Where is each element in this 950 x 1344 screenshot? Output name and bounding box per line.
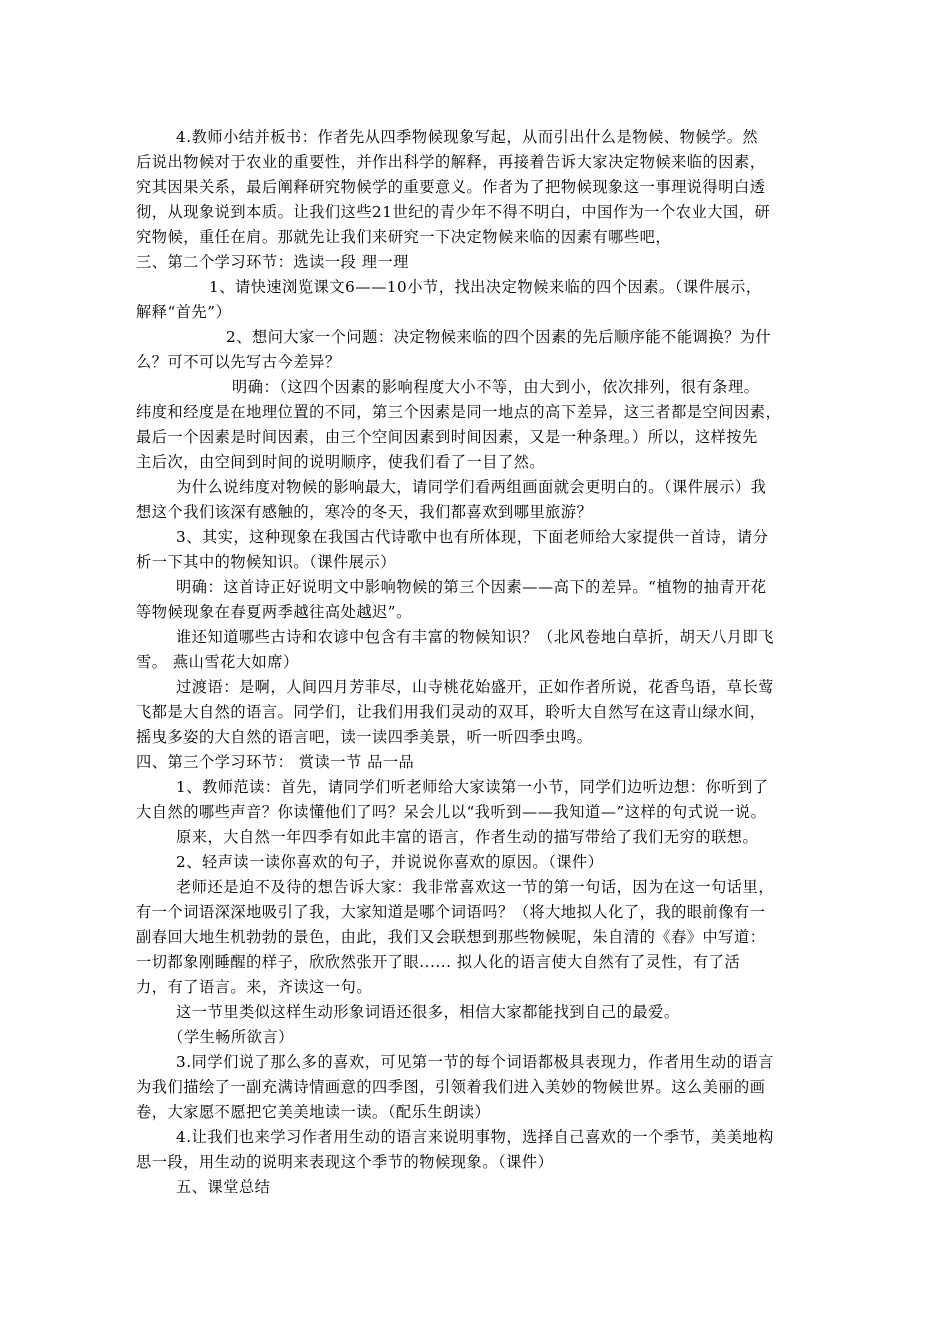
text-line: 过渡语：是啊，人间四月芳菲尽，山寺桃花始盛开，正如作者所说，花香鸟语，草长莺	[176, 678, 775, 696]
text-line: 么？可不可以先写古今差异？	[136, 353, 341, 371]
text-line: 纬度和经度是在地理位置的不同，第三个因素是同一地点的高下差异，这三者都是空间因素，	[136, 403, 782, 421]
text-line: 1、教师范读：首先，请同学们听老师给大家读第一小节，同学们边听边想：你听到了	[176, 778, 769, 796]
text-line: 大自然的哪些声音？你读懂他们了吗？呆会儿以“我听到——我知道—”这样的句式说一说。	[136, 803, 767, 821]
text-line: 雪。 燕山雪花大如席）	[136, 653, 299, 671]
text-line: 究物候，重任在肩。那就先让我们来研究一下决定物候来临的因素有哪些吧，	[136, 228, 672, 246]
text-line: 为我们描绘了一副充满诗情画意的四季图，引领着我们进入美妙的物候世界。这么美丽的画	[136, 1078, 766, 1096]
text-line: 2、想问大家一个问题：决定物候来临的四个因素的先后顺序能不能调换？为什	[226, 328, 772, 346]
text-line: 明确：这首诗正好说明文中影响物候的第三个因素——高下的差异。“植物的抽青开花	[176, 578, 767, 596]
text-line: 原来，大自然一年四季有如此丰富的语言，作者生动的描写带给了我们无穷的联想。	[176, 828, 759, 846]
section-heading: 五、课堂总结	[176, 1178, 271, 1196]
text-line: 4.教师小结并板书：作者先从四季物候现象写起，从而引出什么是物候、物候学。然	[176, 128, 759, 146]
text-line: 彻，从现象说到本质。让我们这些21世纪的青少年不得不明白，中国作为一个农业大国，研	[136, 203, 771, 221]
text-line: 究其因果关系，最后阐释研究物候学的重要意义。作者为了把物候现象这一事理说得明白透	[136, 178, 766, 196]
text-line: 飞都是大自然的语言。同学们，让我们用我们灵动的双耳，聆听大自然写在这青山绿水间，	[136, 703, 766, 721]
text-line: 副春回大地生机勃勃的景色，由此，我们又会联想到那些物候呢，朱自清的《春》中写道：	[136, 928, 766, 946]
text-line: 3.同学们说了那么多的喜欢，可见第一节的每个词语都极具表现力，作者用生动的语言	[176, 1053, 774, 1071]
text-line: 力，有了语言。来，齐读这一句。	[136, 978, 373, 996]
section-heading: 三、第二个学习环节：选读一段 理一理	[136, 253, 409, 271]
text-line: 3、其实，这种现象在我国古代诗歌中也有所体现，下面老师给大家提供一首诗，请分	[176, 528, 769, 546]
text-line: 1、请快速浏览课文6——10小节，找出决定物候来临的四个因素。（课件展示，	[209, 278, 762, 296]
text-line: 想这个我们该深有感触的，寒冷的冬天，我们都喜欢到哪里旅游？	[136, 503, 593, 521]
text-line: 4.让我们也来学习作者用生动的语言来说明事物，选择自己喜欢的一个季节，美美地构	[176, 1128, 774, 1146]
text-line: 析一下其中的物候知识。（课件展示）	[136, 553, 396, 571]
text-line: 为什么说纬度对物候的影响最大，请同学们看两组画面就会更明白的。（课件展示）我	[176, 478, 767, 496]
text-line: 一切都象刚睡醒的样子，欣欣然张开了眼...... 拟人化的语言使大自然有了灵性，有了活	[136, 953, 741, 971]
text-line: 解释“首先”）	[136, 303, 232, 321]
text-line: 等物候现象在春夏两季越往高处越迟”。	[136, 603, 412, 621]
text-line: 后说出物候对于农业的重要性，并作出科学的解释，再接着告诉大家决定物候来临的因素，	[136, 153, 766, 171]
text-line: 卷，大家愿不愿把它美美地读一读。（配乐生朗读）	[136, 1103, 491, 1121]
text-line: 这一节里类似这样生动形象词语还很多，相信大家都能找到自己的最爱。	[176, 1003, 680, 1021]
text-line: 2、轻声读一读你喜欢的句子，并说说你喜欢的原因。（课件）	[176, 853, 604, 871]
text-line: （学生畅所欲言）	[168, 1028, 294, 1046]
text-line: 有一个词语深深地吸引了我，大家知道是哪个词语吗？（将大地拟人化了，我的眼前像有一	[136, 903, 766, 921]
text-line: 主后次，由空间到时间的说明顺序，使我们看了一目了然。	[136, 453, 546, 471]
text-line: 摇曳多姿的大自然的语言吧，读一读四季美景，听一听四季虫鸣。	[136, 728, 593, 746]
text-line: 老师还是迫不及待的想告诉大家：我非常喜欢这一节的第一句话，因为在这一句话里，	[176, 878, 775, 896]
text-line: 思一段，用生动的说明来表现这个季节的物候现象。（课件）	[136, 1153, 554, 1171]
text-line: 明确：（这四个因素的影响程度大小不等，由大到小，依次排列，很有条理。	[232, 378, 760, 396]
section-heading: 四、第三个学习环节： 赏读一节 品一品	[136, 753, 415, 771]
text-line: 谁还知道哪些古诗和农谚中包含有丰富的物候知识？（北风卷地白草折，胡天八月即飞	[176, 628, 775, 646]
text-line: 最后一个因素是时间因素，由三个空间因素到时间因素，又是一种条理。）所以，这样按先	[136, 428, 758, 446]
